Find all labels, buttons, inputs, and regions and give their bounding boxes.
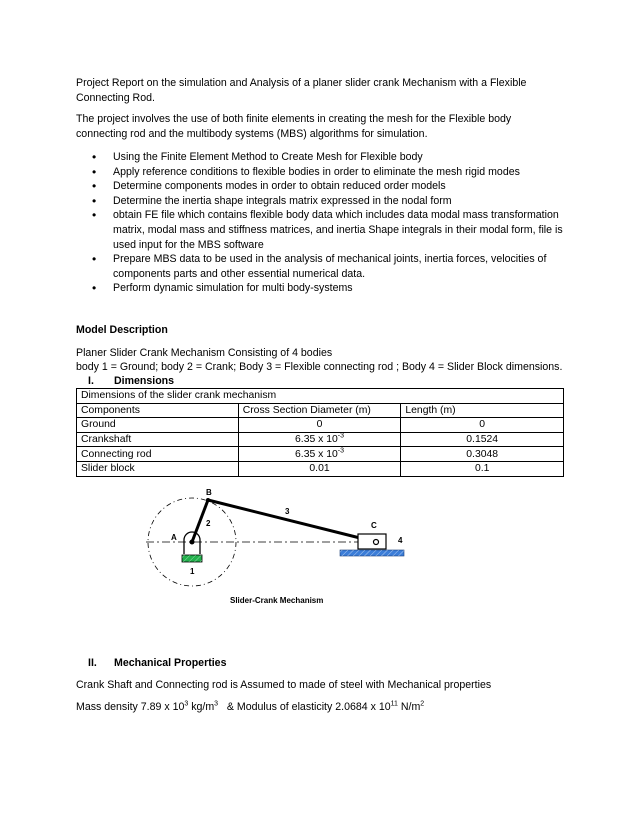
dimensions-table [76,388,564,477]
cell-diameter: 0.01 [238,461,401,476]
label-4: 4 [398,536,403,545]
cell-diameter: 6.35 x $10^{-3}$ [238,432,401,447]
label-1: 1 [190,567,195,576]
dimensions-heading [88,374,174,389]
list-item: • obtain FE file which contains flexible body data which includes data modal mass transformation matrix, modal mass and stiffness matrices, and inertia Shape integrals in their modal form, file is used input for the MBS software [76,208,566,252]
table-row [77,418,564,433]
material-properties-line: Mass density 7.89 x $10^3$ $kg/m^3$ & Modulus of elasticity 2.0684 x $10^{11}$ $N/m^2$ [76,700,425,713]
label-b: B [206,488,212,497]
label-3: 3 [285,507,290,516]
table-header-row [77,403,564,418]
connecting-rod [208,500,376,542]
model-description-heading: Model Description [76,324,168,336]
cell-length: 0 [401,418,564,433]
list-item: • Perform dynamic simulation for multi body-systems [76,281,566,296]
label-2: 2 [206,519,211,528]
label-c: C [371,521,377,530]
table-row [77,447,564,462]
label-a: A [171,533,177,542]
cell-length: 0.1 [401,461,564,476]
slider-crank-diagram [140,486,440,610]
cell-component: Slider block [77,461,239,476]
column-header: Components [77,403,239,418]
joint-c [374,540,379,545]
model-line-1: Planer Slider Crank Mechanism Consisting of 4 bodies [76,347,333,359]
list-item: • Using the Finite Element Method to Create Mesh for Flexible body [76,150,566,165]
table-row [77,432,564,447]
cell-component: Connecting rod [77,447,239,462]
model-line-2: body 1 = Ground; body 2 = Crank; Body 3 = Flexible connecting rod ; Body 4 = Slider Block dimensions. [76,361,563,373]
section-numeral: I. [88,375,94,387]
table-caption: Dimensions of the slider crank mechanism [77,389,564,404]
project-description: The project involves the use of both finite elements in creating the mesh for the Flexible body connecting rod and the multibody systems (MBS) algorithms for simulation. [76,113,512,140]
cell-diameter: 6.35 x $10^{-3}$ [238,447,401,462]
list-item: • Apply reference conditions to flexible bodies in order to eliminate the mesh rigid modes [76,165,566,180]
column-header: Cross Section Diameter (m) [238,403,401,418]
column-header: Length (m) [401,403,564,418]
list-item: • Determine the inertia shape integrals matrix expressed in the nodal form [76,194,566,209]
list-item: • Prepare MBS data to be used in the analysis of mechanical joints, inertia forces, velocities of components parts and other essential numerical data. [76,252,566,281]
section-title: Mechanical Properties [114,657,227,669]
cell-component: Crankshaft [77,432,239,447]
figure-caption: Slider-Crank Mechanism [230,596,324,605]
slider-block [358,534,386,549]
table-row [77,461,564,476]
report-title-paragraph: Project Report on the simulation and Analysis of a planer slider crank Mechanism with a Flexible Connecting Rod. [76,77,527,104]
mechanical-properties-heading [88,656,226,671]
cell-diameter: 0 [238,418,401,433]
section-numeral: II. [88,657,97,669]
material-assumption: Crank Shaft and Connecting rod is Assumed to made of steel with Mechanical properties [76,679,492,691]
task-bullet-list [76,150,566,296]
cell-component: Ground [77,418,239,433]
cell-length: 0.1524 [401,432,564,447]
joint-b [206,498,210,502]
list-item: • Determine components modes in order to obtain reduced order models [76,179,566,194]
section-title: Dimensions [114,375,175,387]
table-caption-row [77,389,564,404]
joint-a [190,540,195,545]
cell-length: 0.3048 [401,447,564,462]
